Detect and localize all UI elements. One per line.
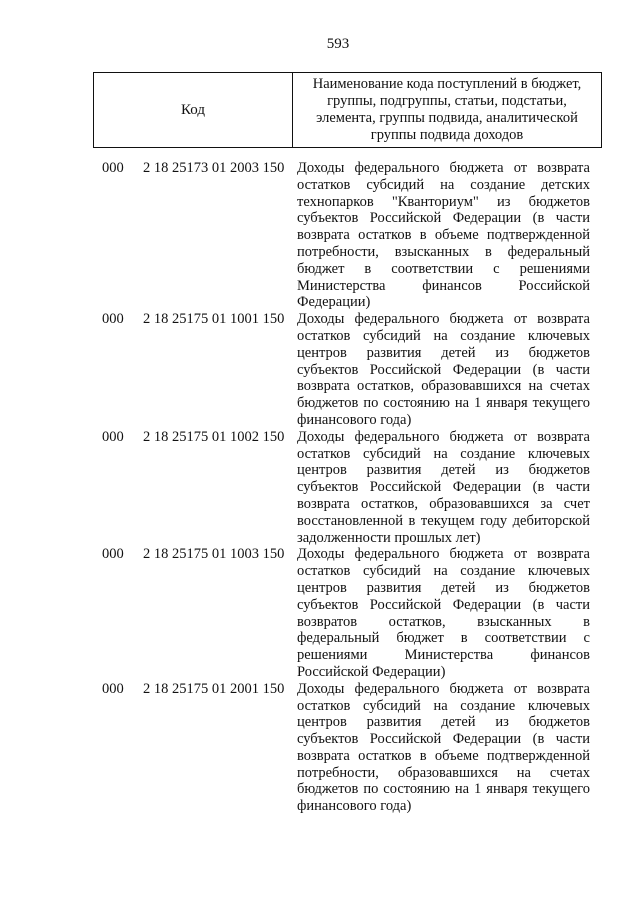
entry-admin-code: 000 — [102, 680, 124, 697]
entry-admin-code: 000 — [102, 428, 124, 445]
entry-admin-code: 000 — [102, 311, 124, 328]
entry-income-code: 2 18 25175 01 2001 150 — [143, 680, 285, 697]
entry-description: Доходы федерального бюджета от возврата остатков субсидий на создание ключевых центров развития детей из бюджетов субъектов Российской Федерации (в части возврата остатков, образовавшихся за счет восстановленной в текущем году дебиторской задолженности прошлых лет) — [297, 428, 590, 546]
entry-row — [0, 160, 640, 311]
entry-income-code: 2 18 25175 01 1002 150 — [143, 428, 285, 445]
entry-description: Доходы федерального бюджета от возврата остатков субсидий на создание ключевых центров развития детей из бюджетов субъектов Российской Федерации (в части возвратов остатков, взысканных в федеральный бюджет в соответствии с решениями Министерства финансов Российской Федерации) — [297, 546, 590, 680]
entry-row — [0, 681, 640, 815]
entry-income-code: 2 18 25175 01 1003 150 — [143, 546, 285, 563]
entry-row — [0, 311, 640, 429]
entries-list — [0, 160, 640, 815]
header-code-cell: Код — [94, 73, 293, 147]
page-number: 593 — [326, 36, 350, 52]
entry-income-code: 2 18 25173 01 2003 150 — [143, 160, 285, 176]
entry-description: Доходы федерального бюджета от возврата остатков субсидий на создание ключевых центров развития детей из бюджетов субъектов Российской Федерации (в части возврата остатков, образовавшихся на счетах бюджетов по состоянию на 1 января текущего финансового года) — [297, 311, 590, 428]
entry-description: Доходы федерального бюджета от возврата остатков субсидий на создание ключевых центров развития детей из бюджетов субъектов Российской Федерации (в части возврата остатков в объеме подтвержденной потребности, образовавшихся на счетах бюджетов по состоянию на 1 января текущего финансового года) — [297, 680, 590, 815]
entry-admin-code: 000 — [102, 546, 124, 563]
entry-row — [0, 546, 640, 680]
entry-income-code: 2 18 25175 01 1001 150 — [143, 311, 285, 328]
header-name-cell: Наименование кода поступлений в бюджет, группы, подгруппы, статьи, подстатьи, элемента, группы подвида, аналитической группы подвида доходов — [312, 76, 582, 143]
entry-row — [0, 429, 640, 547]
entry-description: Доходы федерального бюджета от возврата остатков субсидий на создание детских технопарков "Кванториум" из бюджетов субъектов Российской Федерации (в части возврата остатков в объеме подтвержденной потребности, взысканных в федеральный бюджет в соответствии с решениями Министерства финансов Российской Федерации) — [297, 160, 590, 311]
table-header — [93, 72, 602, 148]
entry-admin-code: 000 — [102, 160, 124, 176]
